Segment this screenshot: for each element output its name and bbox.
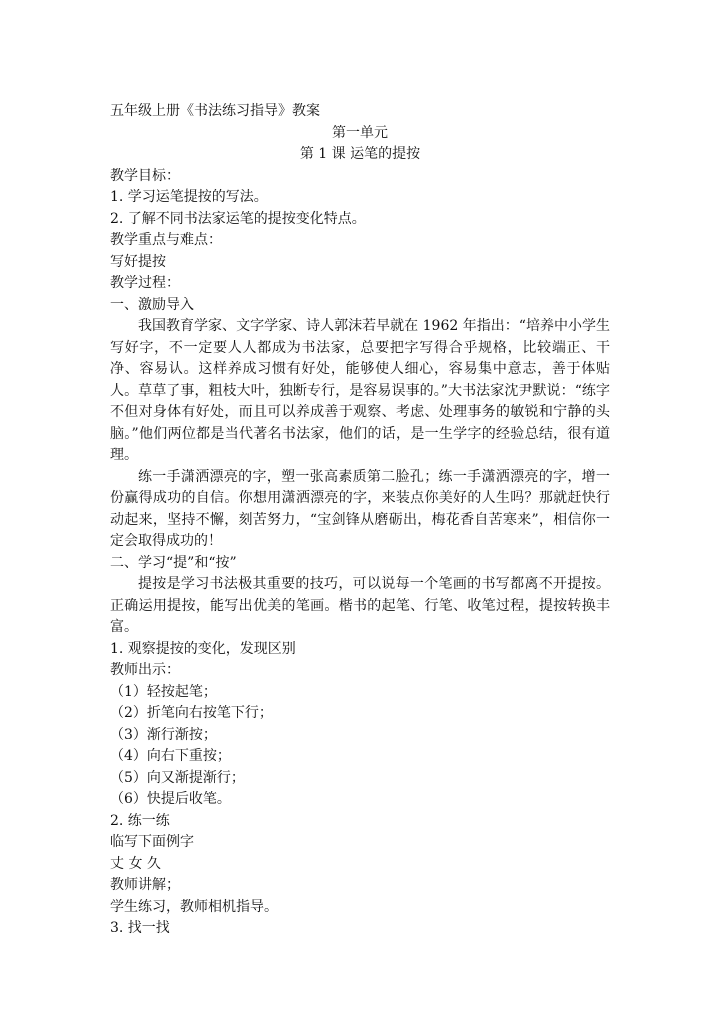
- unit-title: 第一单元: [332, 124, 388, 141]
- goal-item-1: 1. 学习运笔提按的写法。: [110, 189, 268, 205]
- section-1-paragraph-2: 练一手潇洒漂亮的字，塑一张高素质第二脸孔；练一手潇洒漂亮的字，增一份赢得成功的自信。你想用潇洒漂亮的字，来装点你美好的人生吗？那就赶快行动起来，坚持不懈，刻苦努力，“宝剑锋从磨砺出，梅花香自苦寒来”，相信你一定会取得成功的！: [110, 468, 610, 549]
- copy-heading: 临写下面例字: [110, 834, 194, 850]
- section-1-paragraph-1: 我国教育学家、文字学家、诗人郭沫若早就在 1962 年指出：“培养中小学生写好字，不一定要人人都成为书法家，总要把字写得合乎规格，比较端正、干净、容易认。这样养成习惯有好处，能够使人细心，容易集中意志，善于体贴人。草草了事，粗枝大叶，独断专行，是容易误事的。”大书法家沈尹默说：“练字不但对身体有好处，而且可以养成善于观察、考虑、处理事务的敏锐和宁静的头脑。”他们两位都是当代著名书法家，他们的话，是一生学字的经验总结，很有道理。: [110, 318, 610, 463]
- goals-heading: 教学目标：: [110, 167, 180, 184]
- stroke-step-1: （1）轻按起笔；: [110, 683, 217, 700]
- section-2-heading: 二、学习“提”和“按”: [110, 554, 237, 571]
- section-2-paragraph: 提按是学习书法极其重要的技巧，可以说每一个笔画的书写都离不开提按。正确运用提按，能写出优美的笔画。楷书的起笔、行笔、收笔过程，提按转换丰富。: [110, 576, 610, 635]
- step-2-heading: 2. 练一练: [110, 812, 170, 829]
- teacher-shows-label: 教师出示：: [110, 662, 180, 678]
- step-1-heading: 1. 观察提按的变化，发现区别: [110, 640, 296, 657]
- step-3-heading: 3. 找一找: [110, 920, 170, 936]
- key-points-heading: 教学重点与难点：: [110, 232, 222, 248]
- lesson-document: [110, 101, 610, 940]
- document-title: 五年级上册《书法练习指导》教案: [110, 103, 320, 119]
- lesson-title: 第 1 课 运笔的提按: [299, 146, 421, 162]
- teacher-explains: 教师讲解；: [110, 877, 180, 893]
- section-1-heading: 一、激励导入: [110, 296, 194, 313]
- stroke-step-3: （3）渐行渐按；: [110, 726, 217, 743]
- example-characters: 丈 女 久: [110, 855, 161, 872]
- stroke-step-5: （5）向又渐提渐行；: [110, 769, 245, 786]
- students-practice: 学生练习，教师相机指导。: [110, 898, 278, 915]
- stroke-step-2: （2）折笔向右按笔下行；: [110, 705, 273, 721]
- stroke-step-6: （6）快提后收笔。: [110, 791, 231, 807]
- key-points-text: 写好提按: [110, 253, 166, 270]
- stroke-step-4: （4）向右下重按；: [110, 748, 231, 764]
- goal-item-2: 2. 了解不同书法家运笔的提按变化特点。: [110, 210, 366, 227]
- process-heading: 教学过程：: [110, 275, 180, 291]
